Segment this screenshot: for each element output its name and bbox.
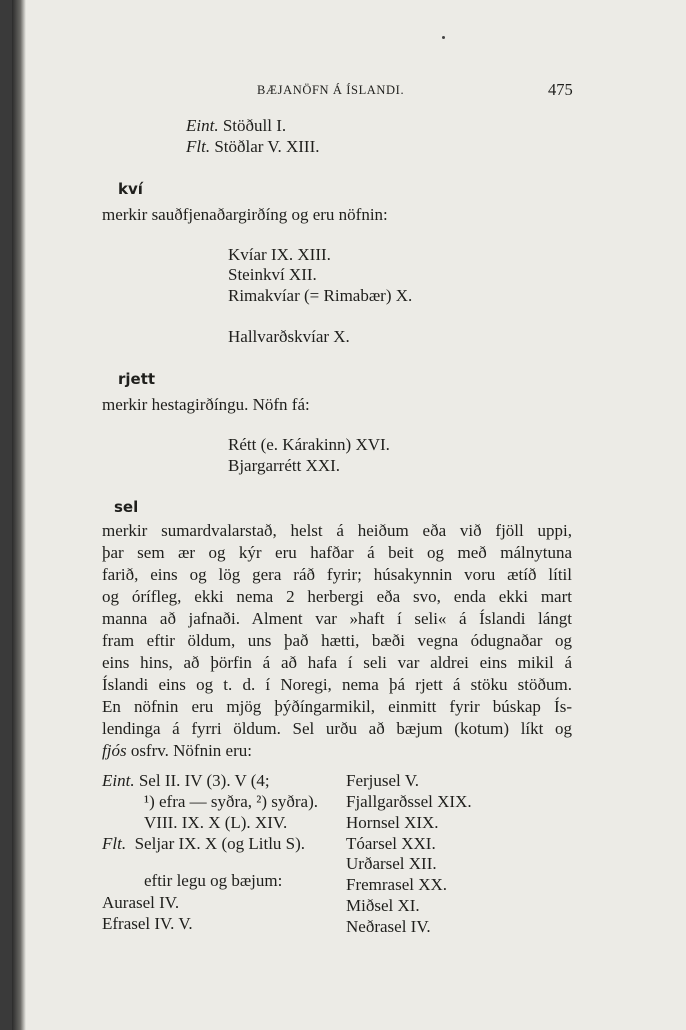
running-title: BÆJANÖFN Á ÍSLANDI. xyxy=(257,83,405,97)
flt-label: Flt. xyxy=(186,137,211,156)
speck xyxy=(442,36,445,39)
sel-paragraph-last-line xyxy=(102,742,252,759)
flt-label: Flt. xyxy=(102,834,127,853)
rjett-definition: merkir hestagirðíngu. Nöfn fá: xyxy=(102,395,310,414)
stodull-eint-text: Stöðull I. xyxy=(222,116,287,135)
sel-subheading: eftir legu og bæjum: xyxy=(144,871,283,890)
sel-right-name: Fremrasel XX. xyxy=(346,875,448,894)
sel-paragraph-line: fram eftir öldum, uns það hætti, bæði vegna ódugnaðar og xyxy=(102,631,572,650)
sel-paragraph-line: farið, eins og lög gera ráð fyrir; húsakynnin voru ætíð lítil xyxy=(102,565,572,584)
stodull-flt-text: Stöðlar V. XIII. xyxy=(214,137,320,156)
book-page xyxy=(12,0,686,1030)
sel-eint-line3: VIII. IX. X (L). XIV. xyxy=(144,813,288,832)
sel-paragraph-line: merkir sumardvalarstað, helst á heiðum eða við fjöll uppi, xyxy=(102,521,572,540)
page-number: 475 xyxy=(548,80,573,99)
sel-eint-line xyxy=(102,772,270,789)
sel-paragraph-line: manna að jafnaði. Alment var »haft í seli« á Íslandi lángt xyxy=(102,609,572,628)
sel-flt-line xyxy=(102,835,305,852)
headword-rjett: rjett xyxy=(118,370,156,388)
sel-paragraph-line: eins hins, að þörfin á að hafa í seli var aldrei eins mikil á xyxy=(102,653,572,672)
sel-right-name: Tóarsel XXI. xyxy=(346,834,436,853)
fjos-word: fjós xyxy=(102,741,127,760)
stodull-flt xyxy=(186,138,320,155)
sel-right-name: Urðarsel XII. xyxy=(346,854,437,873)
sel-eint-text: Sel II. IV (3). V (4; xyxy=(138,771,270,790)
sel-right-name: Neðrasel IV. xyxy=(346,917,431,936)
page-gutter xyxy=(12,0,26,1030)
sel-paragraph-line: En nöfnin eru mjög þýðíngarmikil, einmitt fyrir búskap Ís- xyxy=(102,697,572,716)
sel-last-line-rest: osfrv. Nöfnin eru: xyxy=(126,741,252,760)
sel-right-name: Hornsel XIX. xyxy=(346,813,439,832)
sel-left-name: Efrasel IV. V. xyxy=(102,914,193,933)
sel-paragraph-line: Íslandi eins og t. d. í Noregi, nema þá rjett á stöku stöðum. xyxy=(102,675,572,694)
eint-label: Eint. xyxy=(102,771,135,790)
kvi-name: Hallvarðskvíar X. xyxy=(228,327,350,346)
sel-paragraph-line: þar sem ær og kýr eru hafðar á beit og með málnytuna xyxy=(102,543,572,562)
sel-paragraph-line: lendinga á fyrri öldum. Sel urðu að bæjum (kotum) líkt og xyxy=(102,719,572,738)
rjett-name: Bjargarrétt XXI. xyxy=(228,456,341,475)
sel-left-name: Aurasel IV. xyxy=(102,893,180,912)
rjett-name: Rétt (e. Kárakinn) XVI. xyxy=(228,435,390,454)
kvi-name: Rimakvíar (= Rimabær) X. xyxy=(228,286,413,305)
sel-right-name: Ferjusel V. xyxy=(346,771,420,790)
kvi-definition: merkir sauðfjenaðargirðíng og eru nöfnin: xyxy=(102,205,388,224)
headword-sel: sel xyxy=(114,498,139,516)
sel-eint-footnote-line: ¹) efra — syðra, ²) syðra). xyxy=(144,792,318,811)
eint-label: Eint. xyxy=(186,116,219,135)
kvi-name: Steinkví XII. xyxy=(228,265,317,284)
kvi-name: Kvíar IX. XIII. xyxy=(228,245,331,264)
headword-kvi: kví xyxy=(118,180,143,198)
sel-right-name: Fjallgarðssel XIX. xyxy=(346,792,472,811)
sel-flt-text: Seljar IX. X (og Litlu S). xyxy=(134,834,306,853)
sel-right-name: Miðsel XI. xyxy=(346,896,420,915)
sel-paragraph-line: og órífleg, ekki nema 2 herbergi eða svo, enda ekki mart xyxy=(102,587,572,606)
stodull-eint xyxy=(186,117,286,134)
